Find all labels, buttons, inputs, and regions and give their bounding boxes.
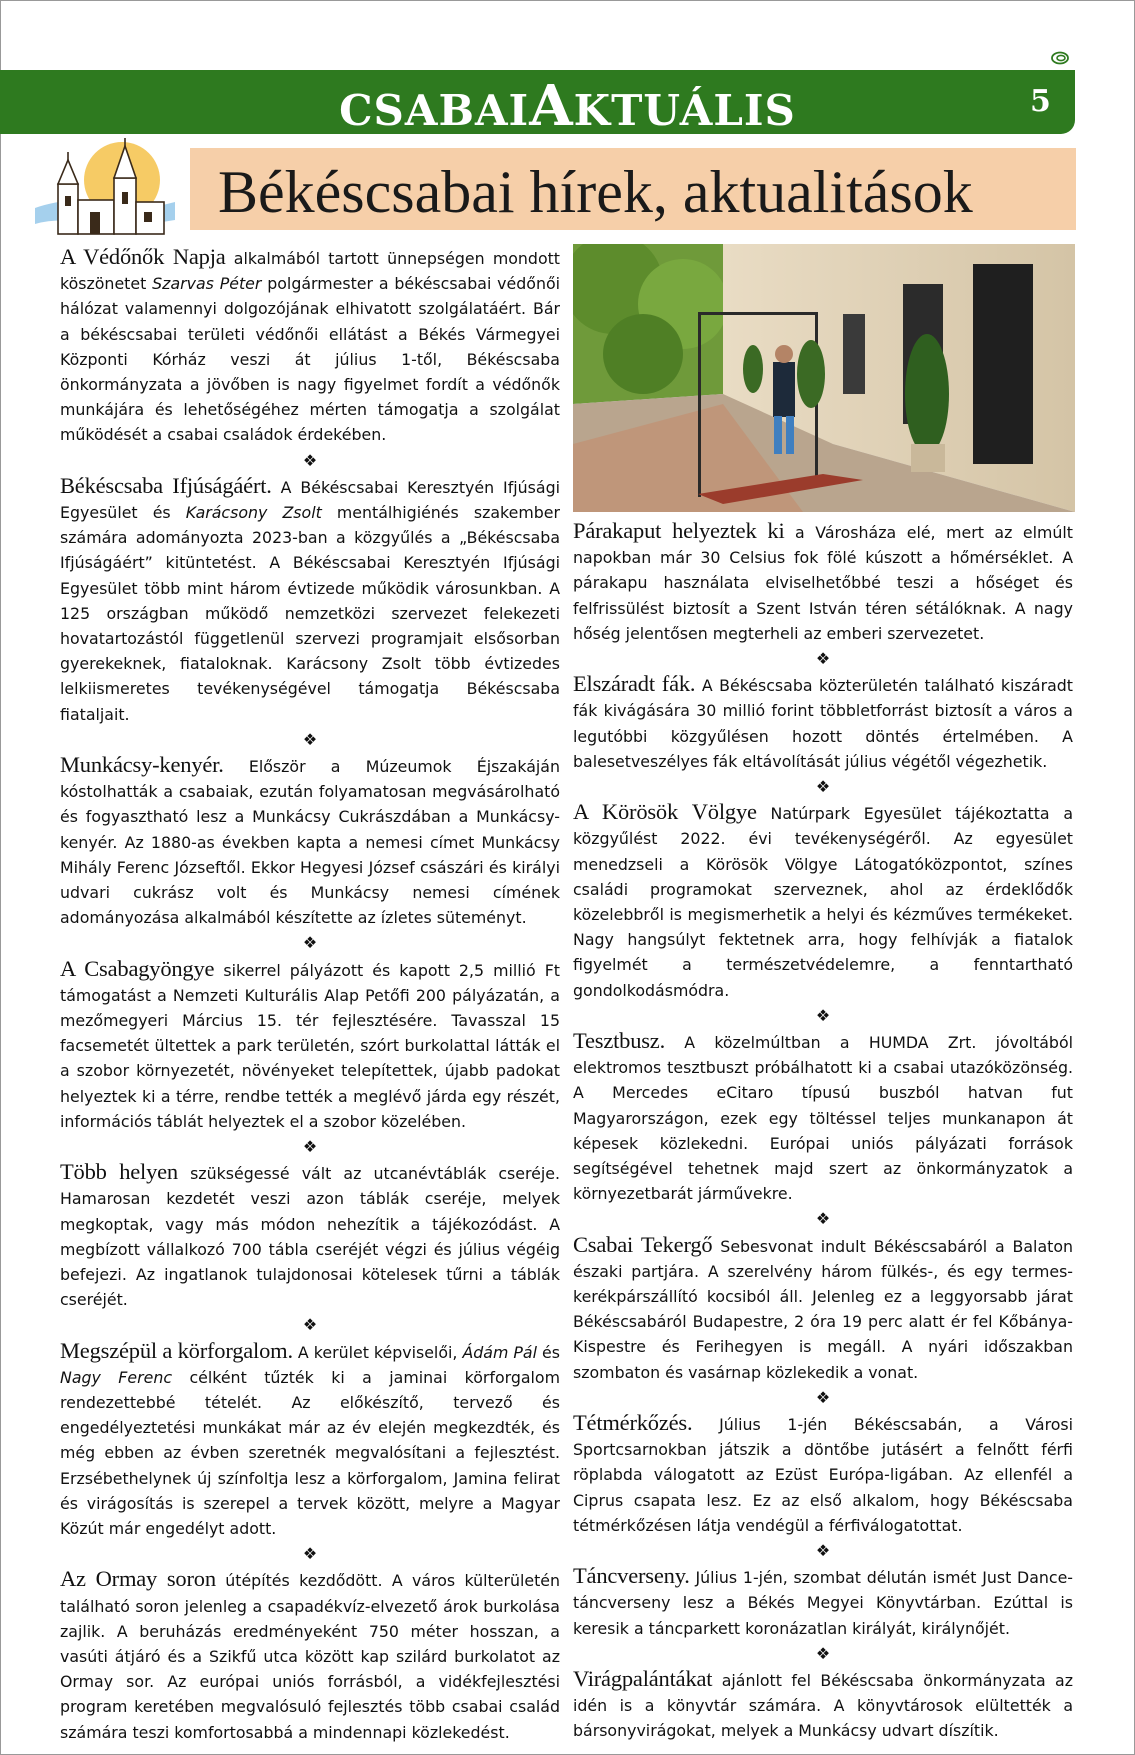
news-item — [60, 752, 560, 930]
news-text: A Békéscsabai Keresztyén Ifjúsági Egyesület és — [60, 477, 560, 523]
left-column — [60, 244, 560, 1745]
news-text: Sebesvonat indult Békéscsabáról a Balaton északi partjára. A szerelvény három fülkés-, és egy termes-kerékpárszállító kocsiból áll. Jelenleg ez a leggyorsabb járat Békéscsabáról Budapestre, 2 óra 19 perc alatt ér fel Kőbánya-Kispestre és Ferihegyen is megáll. A nyári időszakban szombaton és vasárnap közlekedik a vonat. — [573, 1236, 1073, 1382]
news-lead: Elszáradt fák. — [573, 671, 696, 697]
right-column — [573, 244, 1073, 1744]
news-text: szükségessé vált az utcanévtáblák cseréje. Hamarosan kezdetét veszi azon táblák cseréje, melyek megkoptak, vagy más módon nehezítik a tájékozódást. A megbízott vállalkozó 700 tábla cseréjét végzi és július végéig befejezi. Az ingatlanok tulajdonosai kötelesek tűrni a táblák cseréjét. — [60, 1164, 560, 1310]
news-item — [60, 1338, 560, 1542]
separator-icon: ❖ — [302, 1315, 318, 1335]
masthead-word-2: KTUÁLIS — [573, 86, 796, 135]
news-lead: Több helyen — [60, 1159, 178, 1185]
news-lead: Párakaput helyeztek ki — [573, 518, 785, 543]
separator-icon: ❖ — [815, 777, 831, 797]
news-item — [573, 1028, 1073, 1206]
news-item — [60, 473, 560, 727]
news-text: útépítés kezdődött. A város külterületén található soron jelenleg a csapadékvíz-elvezető árok burkolása zajlik. A beruházás eredményeként 750 méter hosszan, a vasúti átjáró és a Szikfű utca között kap szilárd burkolatot az Ormay sor. Az európai uniós forrásból, a vidékfejlesztési program keretében megvalósuló fejlesztés több csabai család számára teszi komfortosabbá a mindennapi közlekedést. — [60, 1571, 560, 1742]
news-lead: Virágpalántákat — [573, 1666, 713, 1692]
news-text: célként tűzték ki a jaminai körforgalom rendezettebbé tételét. Az előkészítő, tervező és engedélyeztetési munkákat már az év elején megkezdték, és még ebben az évben szeretnék megvalósítani a fejlesztést. Erzsébethelynek új színfoltja lesz a körforgalom, Jamina felirat és virágosítás is szerepel a tervek között, melyre a Magyar Közút már engedélyt adott. — [60, 1367, 560, 1539]
news-text: A közelmúltban a HUMDA Zrt. jóvoltából elektromos tesztbuszt próbálhatott ki a csabai utazóközönség. A Mercedes eCitaro típusú buszból hatvan fut Magyarországon, ezek egy töltéssel teljes munkanapon át képesek közlekedni. Európai uniós pályázati források segítségével tehetnek majd szert az önkormányzatok a környezetbarát járművekre. — [573, 1033, 1073, 1204]
news-name: Szarvas Péter — [152, 274, 262, 294]
separator-icon: ❖ — [302, 729, 318, 749]
news-name: Ádám Pál — [462, 1342, 537, 1362]
news-text: Először a Múzeumok Éjszakáján kóstolhatták a csabaiak, ezután folyamatosan megvásárolható és fogyasztható lesz a Munkácsy Cukrászdában a Munkácsy-kenyér. Az 1880-as években kapta a nemesi címet Munkácsy Mihály Ferenc Józseftől. Ekkor Hegyesi József császári és királyi udvari cukrász volt és Munkácsy nemesi címének adományozása alkalmából készítette az ízletes süteményt. — [60, 757, 560, 928]
news-item — [60, 956, 560, 1134]
news-lead: Megszépül a körforgalom. — [60, 1337, 293, 1363]
news-lead: A Csabagyöngye — [60, 955, 215, 981]
news-item — [60, 244, 560, 448]
separator-icon: ❖ — [815, 1209, 831, 1229]
news-text: Natúrpark Egyesület tájékoztatta a közgyűlést 2022. évi tevékenységéről. Az egyesület menedzseli a Körösök Völgye Látogatóközpontot, színes családi programokat szerveznek, ahol az érdeklődők közelebbről is megismerhetik a helyi és kézműves termékeket. Nagy hangsúlyt fektetnek arra, hogy felhívják a fiatalok figyelmét a természetvédelemre, a fenntartható gondolkodásmódra. — [573, 804, 1073, 1000]
separator-icon: ❖ — [815, 1005, 831, 1025]
news-item — [573, 671, 1073, 774]
news-text: Július 1-jén, szombat délután ismét Just Dance-táncverseny lesz a Békés Megyei Könyvtárban. Ezúttal is keresik a táncparkett koronázatlan királyát, királynőjét. — [573, 1568, 1073, 1638]
news-text: mentálhigiénés szakember számára adományozta 2023-ban a közgyűlés a „Békéscsaba Ifjúságáért” kitüntetést. A Békéscsabai Keresztyén Ifjúsági Egyesület több mint három évtizede működik városunkban. A 125 országban működő nemzetközi szervezet felekezeti hovatartozástól függetlenül szervezi programjait elsősorban gyerekeknek, fiataloknak. Karácsony Zsolt több évtizedes lelkiismeretes tevékenységével támogatja Békéscsaba fiataljait. — [60, 503, 560, 724]
news-item — [573, 1563, 1073, 1641]
news-lead: Az Ormay soron — [60, 1566, 216, 1592]
news-lead: Táncverseny. — [573, 1563, 690, 1589]
separator-icon: ❖ — [302, 1544, 318, 1564]
section-title: Békéscsabai hírek, aktualitások — [218, 159, 973, 225]
news-text: a Városháza elé, mert az elmúlt napokban már 30 Celsius fok fölé kúszott a hőmérséklet. A párakapu használata elviselhetőbbé teszi a hőséget és felfrissülést biztosít a Szent István téren sétálóknak. A nagy hőség jelentősen megterheli az emberi szervezetet. — [573, 523, 1073, 643]
news-lead: A Körösök Völgye — [573, 799, 757, 825]
news-lead: Csabai Tekergő — [573, 1231, 713, 1257]
masthead-word-1: CSABAI — [339, 86, 530, 135]
news-item — [573, 1666, 1073, 1744]
news-lead: Tesztbusz. — [573, 1028, 666, 1054]
news-text: ajánlott fel Békéscsaba önkormányzata az idén is a könyvtár számára. A könyvtárosok elültették a bársonyvirágokat, melyek a Munkácsy udvart díszítik. — [573, 1671, 1073, 1741]
misting-gate-photo — [573, 244, 1075, 512]
news-item — [573, 1410, 1073, 1538]
news-text: alkalmából tartott ünnepségen mondott köszönetet — [60, 249, 560, 294]
masthead-title — [0, 73, 1135, 139]
news-lead: Békéscsaba Ifjúságáért. — [60, 472, 272, 498]
news-text: polgármester a békéscsabai védőnői hálózat valamennyi dolgozójának elhivatott szolgálatáért. Bár a békéscsabai területi védőnői ellátást a Békés Vármegyei Központi Kórház veszi át július 1-től, Békéscsaba önkormányzata a jövőben is nagy figyelmet fordít a védőnők munkájára és lehetőségéhez mérten támogatja a szolgálat működését a csabai családok érdekében. — [60, 274, 561, 445]
page-number: 5 — [1030, 84, 1051, 119]
news-lead: A Védőnők Napja — [60, 244, 226, 269]
news-text: A kerület képviselői, — [292, 1342, 463, 1362]
news-name: Karácsony Zsolt — [185, 503, 322, 523]
news-lead: Tétmérkőzés. — [573, 1410, 693, 1436]
swirl-icon — [1050, 50, 1070, 66]
separator-icon: ❖ — [815, 1643, 831, 1663]
separator-icon: ❖ — [302, 933, 318, 953]
news-lead: Munkácsy-kenyér. — [60, 752, 224, 778]
news-text: A Békéscsaba közterületén található kiszáradt fák kivágására 30 millió forint többletforrást biztosít a város a legutóbbi közgyűlésen hozott döntés értelmében. A balesetveszélyes fák eltávolítását július végétől végezhetik. — [573, 676, 1073, 771]
news-item — [60, 1566, 560, 1744]
news-item — [573, 799, 1073, 1003]
separator-icon: ❖ — [815, 1541, 831, 1561]
news-name: Nagy Ferenc — [60, 1367, 173, 1387]
news-item — [573, 1232, 1073, 1385]
separator-icon: ❖ — [302, 1137, 318, 1157]
separator-icon: ❖ — [302, 450, 318, 470]
news-text: és — [537, 1342, 560, 1362]
masthead-initial: A — [529, 73, 574, 139]
news-item — [573, 518, 1073, 646]
separator-icon: ❖ — [815, 649, 831, 669]
news-text: sikerrel pályázott és kapott 2,5 millió Ft támogatást a Nemzeti Kulturális Alap Petőfi 200 pályázatán, a mezőmegyeri Március 15. tér fejlesztésére. Tavasszal 15 facsemetét ültettek a park területén, szórt burkolattal látták el a szobor környezetét, növényeket telepítettek, újabb padokat helyeztek ki a térre, rendbe tették a meglévő járda egy részét, információs táblát helyeztek el a szobor közelében. — [60, 960, 560, 1131]
separator-icon: ❖ — [815, 1387, 831, 1407]
news-item — [60, 1159, 560, 1312]
church-logo-icon — [30, 138, 180, 238]
news-text: Július 1-jén Békéscsabán, a Városi Sportcsarnokban játszik a döntőbe jutásért a felnőtt férfi röplabda válogatott az Ezüst Európa-ligában. Az ellenfél a Ciprus csapata lesz. Ez az első alkalom, hogy Békéscsaba tétmérkőzésen látja vendégül a férfiválogatottat. — [573, 1415, 1073, 1535]
